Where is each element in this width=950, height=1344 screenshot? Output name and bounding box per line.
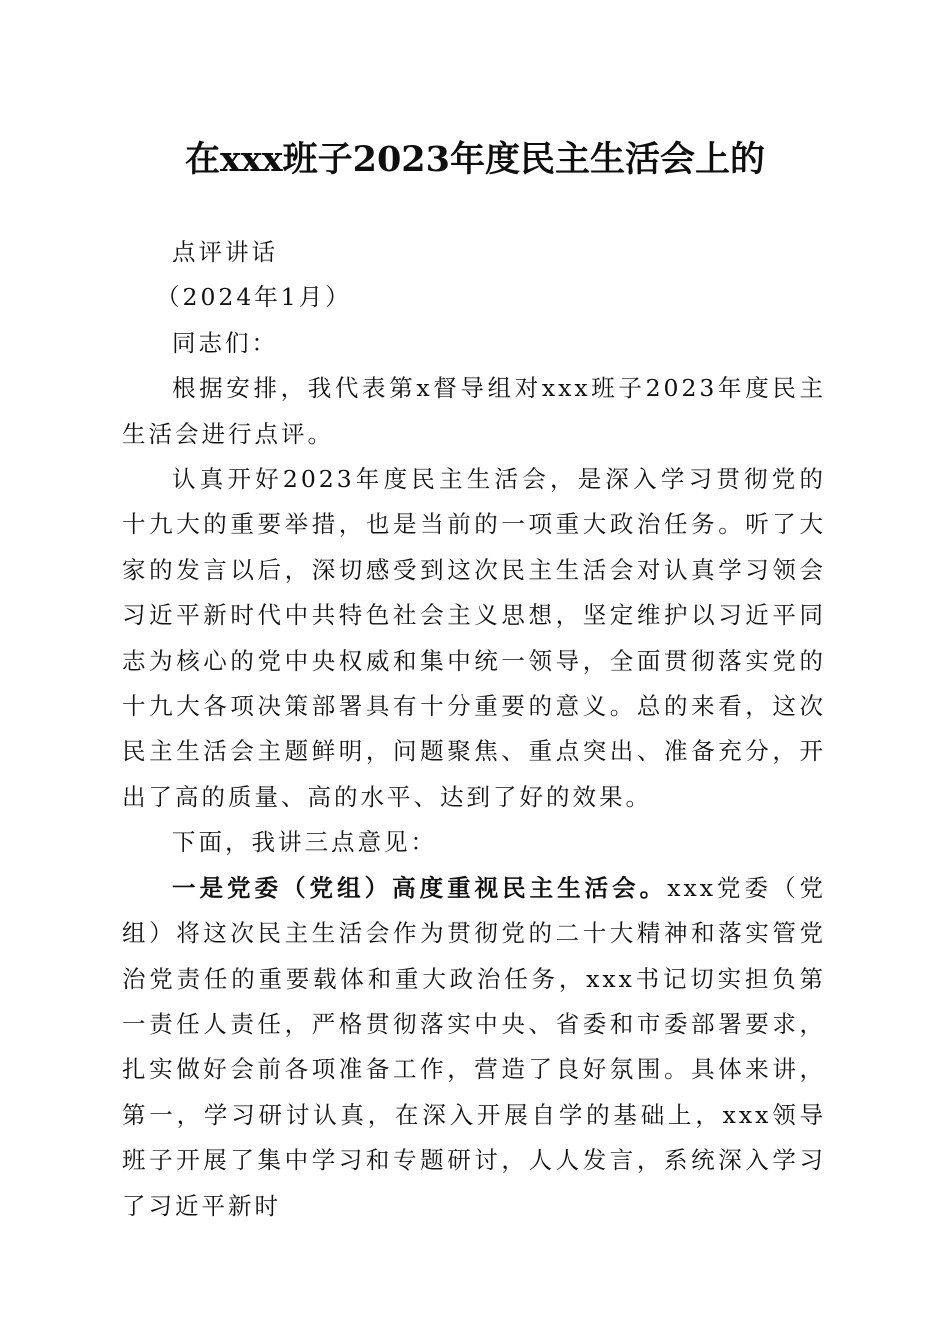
paragraph-three-points-intro: 下面，我讲三点意见： <box>172 828 437 857</box>
paragraph-point-one <box>122 866 826 1229</box>
point-one-text: xxx党委（党组）将这次民主生活会作为贯彻党的二十大精神和落实管党治党责任的重要载体和重大政治任务，xxx书记切实担负第一责任人责任，严格贯彻落实中央、省委和市委部署要求，扎实做好会前各项准备工作，营造了良好氛围。具体来讲，第一，学习研讨认真，在深入开展自学的基础上，xxx领导班子开展了集中学习和专题研讨，人人发言，系统深入学习了习近平新时 <box>122 873 827 1220</box>
document-date: （2024年1月） <box>156 283 352 312</box>
point-one-heading: 一是党委（党组）高度重视民主生活会。 <box>172 873 668 902</box>
paragraph-arrangement: 根据安排，我代表第x督导组对xxx班子2023年度民主生活会进行点评。 <box>122 374 826 448</box>
document-body <box>122 230 826 1229</box>
salutation: 同志们： <box>172 328 278 357</box>
document-title: 在xxx班子2023年度民主生活会上的 <box>184 139 765 180</box>
paragraph-significance: 认真开好2023年度民主生活会，是深入学习贯彻党的十九大的重要举措，也是当前的一项重大政治任务。听了大家的发言以后，深切感受到这次民主生活会对认真学习领会习近平新时代中共特色社会主义思想，坚定维护以习近平同志为核心的党中央权威和集中统一领导，全面贯彻落实党的十九大各项决策部署具有十分重要的意义。总的来看，这次民主生活会主题鲜明，问题聚焦、重点突出、准备充分，开出了高的质量、高的水平、达到了好的效果。 <box>122 465 826 811</box>
document-subtitle: 点评讲话 <box>172 238 278 266</box>
